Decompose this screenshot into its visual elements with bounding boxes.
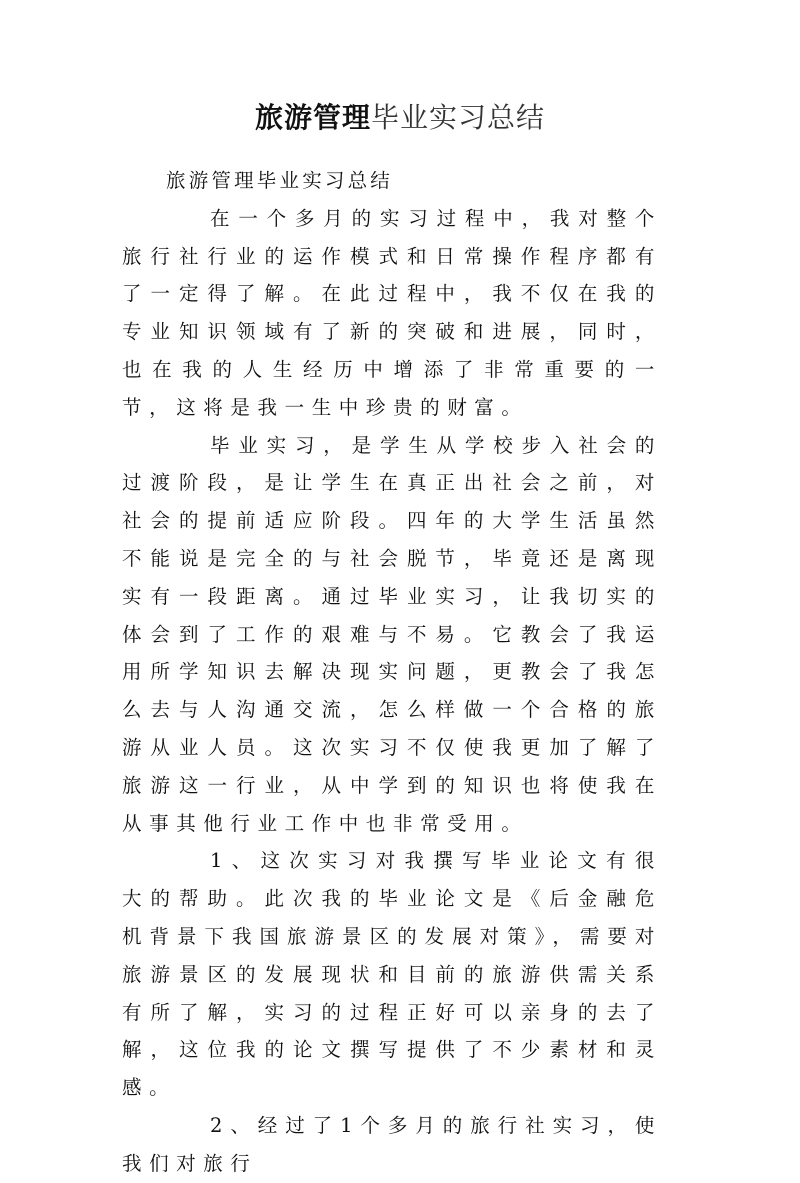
paragraph-4: 2、经过了1个多月的旅行社实习，使我们对旅行: [122, 1113, 662, 1175]
paragraph-2: 毕业实习，是学生从学校步入社会的过渡阶段，是让学生在真正出社会之前，对社会的提前适应阶段。四年的大学生活虽然不能说是完全的与社会脱节，毕竟还是离现实有一段距离。通过毕业实习，让我切实的体会到了工作的艰难与不易。它教会了我运用所学知识去解决现实问题，更教会了我怎么去与人沟通交流，怎么样做一个合格的旅游从业人员。这次实习不仅使我更加了解了旅游这一行业，从中学到的知识也将使我在从事其他行业工作中也非常受用。: [122, 433, 662, 835]
paragraph-3: 1、这次实习对我撰写毕业论文有很大的帮助。此次我的毕业论文是《后金融危机背景下我国旅游景区的发展对策》，需要对旅游景区的发展现状和目前的旅游供需关系有所了解，实习的过程正好可以亲身的去了解，这位我的论文撰写提供了不少素材和灵感。: [122, 849, 662, 1100]
document-subtitle: 旅游管理毕业实习总结: [166, 169, 394, 192]
title-regular-part: 毕业实习总结: [371, 101, 546, 134]
document-title: [0, 98, 800, 138]
document-body: [122, 162, 662, 1183]
title-bold-part: 旅游管理: [254, 101, 371, 134]
paragraph-1: 在一个多月的实习过程中，我对整个旅行社行业的运作模式和日常操作程序都有了一定得了解。在此过程中，我不仅在我的专业知识领域有了新的突破和进展，同时，也在我的人生经历中增添了非常重要的一节，这将是我一生中珍贵的财富。: [122, 206, 662, 419]
